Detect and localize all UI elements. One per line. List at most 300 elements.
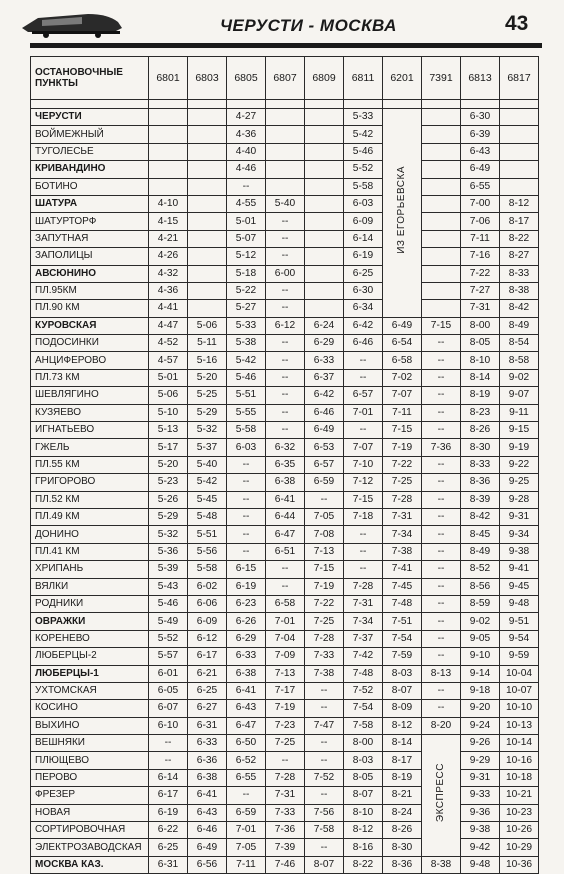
train-number-header: 6817 <box>500 57 539 100</box>
stop-name: ЗАПОЛИЦЫ <box>31 248 149 265</box>
time-cell: 4-21 <box>149 230 188 247</box>
time-cell: -- <box>266 422 305 439</box>
time-cell: 6-12 <box>266 317 305 334</box>
time-cell: 6-17 <box>188 648 227 665</box>
time-cell: 8-42 <box>500 300 539 317</box>
time-cell: 7-12 <box>344 474 383 491</box>
time-cell: 9-07 <box>500 387 539 404</box>
time-cell: 6-14 <box>344 230 383 247</box>
time-cell: 7-22 <box>383 456 422 473</box>
time-cell: 9-02 <box>461 613 500 630</box>
time-cell: -- <box>305 787 344 804</box>
time-cell: 6-14 <box>149 769 188 786</box>
time-cell: 7-38 <box>383 543 422 560</box>
time-cell <box>149 178 188 195</box>
time-cell: 6-10 <box>149 717 188 734</box>
header-row <box>31 57 539 100</box>
time-cell: 5-01 <box>227 213 266 230</box>
time-cell: -- <box>422 630 461 647</box>
time-cell <box>266 109 305 126</box>
spacer-cell <box>31 100 149 109</box>
time-cell <box>188 195 227 212</box>
time-cell: 7-37 <box>344 630 383 647</box>
time-cell: 9-14 <box>461 665 500 682</box>
time-cell: -- <box>422 474 461 491</box>
stop-name: ВЯЛКИ <box>31 578 149 595</box>
time-cell: 6-56 <box>188 856 227 873</box>
table-row <box>31 822 539 839</box>
time-cell: 9-31 <box>461 769 500 786</box>
table-row <box>31 282 539 299</box>
time-cell: 8-05 <box>461 335 500 352</box>
stop-name: ДОНИНО <box>31 526 149 543</box>
time-cell: 9-24 <box>461 717 500 734</box>
table-row <box>31 561 539 578</box>
time-cell: -- <box>149 752 188 769</box>
time-cell: 7-01 <box>266 613 305 630</box>
timetable-table <box>30 56 539 874</box>
time-cell: 6-19 <box>344 248 383 265</box>
time-cell <box>149 143 188 160</box>
stop-name: РОДНИКИ <box>31 595 149 612</box>
time-cell: 8-26 <box>461 422 500 439</box>
time-cell: -- <box>305 700 344 717</box>
train-number-header: 6803 <box>188 57 227 100</box>
time-cell <box>188 282 227 299</box>
time-cell: 8-45 <box>461 526 500 543</box>
time-cell <box>188 213 227 230</box>
stop-name: ПЛ.55 КМ <box>31 456 149 473</box>
time-cell <box>422 230 461 247</box>
time-cell <box>500 109 539 126</box>
time-cell: 8-42 <box>461 508 500 525</box>
time-cell: 6-54 <box>383 335 422 352</box>
table-row <box>31 717 539 734</box>
spacer-cell <box>188 100 227 109</box>
stop-name: ЛЮБЕРЦЫ-1 <box>31 665 149 682</box>
time-cell: 5-46 <box>149 595 188 612</box>
stop-name: АНЦИФЕРОВО <box>31 352 149 369</box>
time-cell: 6-09 <box>344 213 383 230</box>
stop-name: ПЛ.90 КМ <box>31 300 149 317</box>
time-cell: -- <box>422 387 461 404</box>
table-row <box>31 456 539 473</box>
time-cell: -- <box>266 387 305 404</box>
time-cell: 5-51 <box>188 526 227 543</box>
train-number-header: 6813 <box>461 57 500 100</box>
time-cell: 8-14 <box>461 369 500 386</box>
time-cell: 5-43 <box>149 578 188 595</box>
time-cell: 4-32 <box>149 265 188 282</box>
stop-name: ПЛ.95КМ <box>31 282 149 299</box>
time-cell: 6-47 <box>266 526 305 543</box>
time-cell: 7-05 <box>305 508 344 525</box>
spacer-cell <box>149 100 188 109</box>
time-cell: 5-13 <box>149 422 188 439</box>
table-row <box>31 735 539 752</box>
time-cell: 8-22 <box>500 230 539 247</box>
time-cell: 6-38 <box>188 769 227 786</box>
train-number-header: 6801 <box>149 57 188 100</box>
stop-name: ПЛ.52 КМ <box>31 491 149 508</box>
spacer-cell <box>422 100 461 109</box>
time-cell: 6-51 <box>266 543 305 560</box>
time-cell: 8-59 <box>461 595 500 612</box>
time-cell: -- <box>266 752 305 769</box>
table-row <box>31 700 539 717</box>
time-cell: -- <box>422 595 461 612</box>
time-cell: 6-01 <box>149 665 188 682</box>
time-cell: 6-41 <box>266 491 305 508</box>
stop-name: ПЛ.49 КМ <box>31 508 149 525</box>
stops-column-header: ОСТАНОВОЧНЫЕ ПУНКТЫ <box>31 57 149 100</box>
time-cell: -- <box>422 543 461 560</box>
time-cell: 9-10 <box>461 648 500 665</box>
time-cell <box>266 178 305 195</box>
time-cell: 5-06 <box>188 317 227 334</box>
time-cell: -- <box>266 369 305 386</box>
time-cell: -- <box>422 648 461 665</box>
time-cell <box>422 248 461 265</box>
time-cell: 7-52 <box>344 682 383 699</box>
time-cell: 5-20 <box>188 369 227 386</box>
time-cell: 6-03 <box>227 439 266 456</box>
table-row <box>31 195 539 212</box>
time-cell: 6-38 <box>227 665 266 682</box>
table-row <box>31 665 539 682</box>
table-row <box>31 630 539 647</box>
time-cell: 8-17 <box>383 752 422 769</box>
time-cell: -- <box>344 543 383 560</box>
table-row <box>31 526 539 543</box>
time-cell: 7-51 <box>383 613 422 630</box>
table-row <box>31 769 539 786</box>
time-cell: -- <box>344 369 383 386</box>
time-cell: 5-37 <box>188 439 227 456</box>
time-cell: -- <box>305 735 344 752</box>
time-cell: 7-58 <box>305 822 344 839</box>
stop-name: ШАТУРА <box>31 195 149 212</box>
time-cell: 8-00 <box>344 735 383 752</box>
time-cell: 8-49 <box>461 543 500 560</box>
note-cell-7391 <box>422 735 461 857</box>
time-cell: 4-40 <box>227 143 266 160</box>
time-cell: 5-11 <box>188 335 227 352</box>
time-cell: 10-13 <box>500 717 539 734</box>
time-cell: 6-00 <box>266 265 305 282</box>
time-cell: 4-26 <box>149 248 188 265</box>
table-row <box>31 543 539 560</box>
time-cell: 8-20 <box>422 717 461 734</box>
time-cell: 8-03 <box>383 665 422 682</box>
time-cell: -- <box>422 491 461 508</box>
spacer-row <box>31 100 539 109</box>
time-cell: 6-22 <box>149 822 188 839</box>
time-cell: 9-28 <box>500 491 539 508</box>
time-cell: -- <box>344 526 383 543</box>
page-number: 43 <box>505 12 529 35</box>
time-cell: 7-28 <box>383 491 422 508</box>
time-cell: 4-27 <box>227 109 266 126</box>
table-row <box>31 752 539 769</box>
time-cell: 5-29 <box>188 404 227 421</box>
time-cell: 8-23 <box>461 404 500 421</box>
stop-name: ПОДОСИНКИ <box>31 335 149 352</box>
time-cell <box>188 265 227 282</box>
time-cell: 8-30 <box>461 439 500 456</box>
time-cell: 5-18 <box>227 265 266 282</box>
time-cell <box>305 126 344 143</box>
time-cell: -- <box>227 178 266 195</box>
time-cell: 6-49 <box>461 161 500 178</box>
time-cell <box>188 248 227 265</box>
stop-name: СОРТИРОВОЧНАЯ <box>31 822 149 839</box>
time-cell: 6-49 <box>383 317 422 334</box>
time-cell: 4-36 <box>227 126 266 143</box>
stop-name: ЭЛЕКТРОЗАВОДСКАЯ <box>31 839 149 856</box>
table-row <box>31 213 539 230</box>
time-cell: 5-16 <box>188 352 227 369</box>
time-cell: 5-58 <box>227 422 266 439</box>
time-cell: 9-42 <box>461 839 500 856</box>
stop-name: ХРИПАНЬ <box>31 561 149 578</box>
time-cell: 7-04 <box>266 630 305 647</box>
time-cell: -- <box>422 526 461 543</box>
time-cell: 6-30 <box>344 282 383 299</box>
table-row <box>31 265 539 282</box>
time-cell <box>188 126 227 143</box>
train-logo-icon <box>18 4 128 40</box>
time-cell: 7-42 <box>344 648 383 665</box>
time-cell: 8-00 <box>461 317 500 334</box>
time-cell: 4-57 <box>149 352 188 369</box>
time-cell <box>188 178 227 195</box>
time-cell: 5-58 <box>344 178 383 195</box>
time-cell: 10-16 <box>500 752 539 769</box>
spacer-cell <box>344 100 383 109</box>
stop-name: ПЛ.73 КМ <box>31 369 149 386</box>
time-cell: 7-15 <box>344 491 383 508</box>
time-cell: 9-45 <box>500 578 539 595</box>
table-row <box>31 230 539 247</box>
time-cell <box>188 161 227 178</box>
time-cell: 7-46 <box>266 856 305 873</box>
time-cell: 7-17 <box>266 682 305 699</box>
stop-name: ОВРАЖКИ <box>31 613 149 630</box>
stop-name: ШАТУРТОРФ <box>31 213 149 230</box>
time-cell: 10-36 <box>500 856 539 873</box>
stop-name: БОТИНО <box>31 178 149 195</box>
time-cell: -- <box>227 526 266 543</box>
spacer-cell <box>266 100 305 109</box>
stop-name: КУРОВСКАЯ <box>31 317 149 334</box>
time-cell: 5-32 <box>188 422 227 439</box>
stop-name: ГРИГОРОВО <box>31 474 149 491</box>
time-cell <box>188 230 227 247</box>
time-cell: 4-47 <box>149 317 188 334</box>
time-cell: -- <box>422 369 461 386</box>
time-cell: 8-12 <box>500 195 539 212</box>
time-cell: 6-43 <box>188 804 227 821</box>
time-cell: 10-14 <box>500 735 539 752</box>
time-cell: 7-33 <box>305 648 344 665</box>
stop-name: ВОЙМЕЖНЫЙ <box>31 126 149 143</box>
time-cell: 7-16 <box>461 248 500 265</box>
time-cell <box>188 109 227 126</box>
time-cell: 5-57 <box>149 648 188 665</box>
time-cell: 5-12 <box>227 248 266 265</box>
time-cell <box>305 213 344 230</box>
time-cell: -- <box>422 422 461 439</box>
time-cell: -- <box>305 682 344 699</box>
table-row <box>31 787 539 804</box>
time-cell <box>149 161 188 178</box>
time-cell: 6-25 <box>149 839 188 856</box>
time-cell: 6-26 <box>227 613 266 630</box>
time-cell: 8-56 <box>461 578 500 595</box>
time-cell: 9-38 <box>500 543 539 560</box>
time-cell: 5-39 <box>149 561 188 578</box>
time-cell: 5-07 <box>227 230 266 247</box>
time-cell: 5-01 <box>149 369 188 386</box>
time-cell: 7-31 <box>266 787 305 804</box>
time-cell <box>305 230 344 247</box>
time-cell: 4-15 <box>149 213 188 230</box>
time-cell: 5-52 <box>344 161 383 178</box>
time-cell: 6-03 <box>344 195 383 212</box>
time-cell: -- <box>227 474 266 491</box>
time-cell: 6-58 <box>266 595 305 612</box>
time-cell: 4-46 <box>227 161 266 178</box>
time-cell: 6-44 <box>266 508 305 525</box>
time-cell: -- <box>149 735 188 752</box>
time-cell: 5-17 <box>149 439 188 456</box>
time-cell: 6-49 <box>188 839 227 856</box>
time-cell: 10-21 <box>500 787 539 804</box>
time-cell: 6-31 <box>149 856 188 873</box>
train-number-header: 6811 <box>344 57 383 100</box>
time-cell: -- <box>422 578 461 595</box>
time-cell <box>422 282 461 299</box>
time-cell <box>266 161 305 178</box>
time-cell: 7-48 <box>383 595 422 612</box>
time-cell: 6-19 <box>227 578 266 595</box>
time-cell <box>500 126 539 143</box>
time-cell: 7-10 <box>344 456 383 473</box>
time-cell: 6-58 <box>383 352 422 369</box>
time-cell: 6-42 <box>305 387 344 404</box>
time-cell <box>305 178 344 195</box>
time-cell: 5-45 <box>188 491 227 508</box>
time-cell: 6-57 <box>305 456 344 473</box>
time-cell: -- <box>227 787 266 804</box>
time-cell: 8-10 <box>461 352 500 369</box>
table-row <box>31 317 539 334</box>
time-cell: 9-59 <box>500 648 539 665</box>
time-cell: 6-30 <box>461 109 500 126</box>
time-cell: 8-38 <box>500 282 539 299</box>
time-cell: 7-06 <box>461 213 500 230</box>
stop-name: ПЕРОВО <box>31 769 149 786</box>
time-cell: 6-25 <box>344 265 383 282</box>
time-cell: 6-15 <box>227 561 266 578</box>
time-cell: 6-47 <box>227 717 266 734</box>
time-cell: 6-52 <box>227 752 266 769</box>
time-cell: 8-13 <box>422 665 461 682</box>
time-cell: 8-07 <box>383 682 422 699</box>
stop-name: КУЗЯЕВО <box>31 404 149 421</box>
time-cell: 6-41 <box>227 682 266 699</box>
time-cell: 8-19 <box>461 387 500 404</box>
time-cell: 5-06 <box>149 387 188 404</box>
time-cell: 6-27 <box>188 700 227 717</box>
time-cell: 7-19 <box>383 439 422 456</box>
time-cell: 5-10 <box>149 404 188 421</box>
time-cell: 8-36 <box>383 856 422 873</box>
time-cell: 8-17 <box>500 213 539 230</box>
time-cell: 5-33 <box>344 109 383 126</box>
time-cell <box>305 143 344 160</box>
train-number-header: 6201 <box>383 57 422 100</box>
time-cell: -- <box>344 422 383 439</box>
time-cell: 8-27 <box>500 248 539 265</box>
time-cell: 9-51 <box>500 613 539 630</box>
stop-name: УХТОМСКАЯ <box>31 682 149 699</box>
stop-name: ФРЕЗЕР <box>31 787 149 804</box>
time-cell: 6-35 <box>266 456 305 473</box>
time-cell: 7-47 <box>305 717 344 734</box>
table-row <box>31 352 539 369</box>
time-cell: 10-04 <box>500 665 539 682</box>
stop-name: ВЕШНЯКИ <box>31 735 149 752</box>
time-cell: 8-03 <box>344 752 383 769</box>
time-cell: 7-19 <box>266 700 305 717</box>
time-cell: 5-33 <box>227 317 266 334</box>
time-cell: 7-15 <box>422 317 461 334</box>
from-egoryevsk-note: ИЗ ЕГОРЬЕВСКА <box>396 165 407 254</box>
time-cell: 10-10 <box>500 700 539 717</box>
table-row <box>31 613 539 630</box>
time-cell: 7-15 <box>383 422 422 439</box>
time-cell: 6-42 <box>344 317 383 334</box>
time-cell: -- <box>266 578 305 595</box>
time-cell <box>305 265 344 282</box>
time-cell: 7-27 <box>461 282 500 299</box>
time-cell: 5-40 <box>266 195 305 212</box>
time-cell: 7-01 <box>344 404 383 421</box>
time-cell: 6-23 <box>227 595 266 612</box>
time-cell: 6-07 <box>149 700 188 717</box>
time-cell: 9-19 <box>500 439 539 456</box>
time-cell: -- <box>227 456 266 473</box>
spacer-cell <box>500 100 539 109</box>
timetable <box>30 56 538 874</box>
time-cell: 7-22 <box>305 595 344 612</box>
table-row <box>31 839 539 856</box>
time-cell: 5-56 <box>188 543 227 560</box>
time-cell: 8-52 <box>461 561 500 578</box>
time-cell <box>149 126 188 143</box>
time-cell: 7-34 <box>383 526 422 543</box>
time-cell <box>305 195 344 212</box>
time-cell: 8-14 <box>383 735 422 752</box>
time-cell: 6-24 <box>305 317 344 334</box>
time-cell: 7-25 <box>383 474 422 491</box>
time-cell: 7-41 <box>383 561 422 578</box>
time-cell: 6-59 <box>227 804 266 821</box>
time-cell: 7-13 <box>266 665 305 682</box>
time-cell: -- <box>266 213 305 230</box>
